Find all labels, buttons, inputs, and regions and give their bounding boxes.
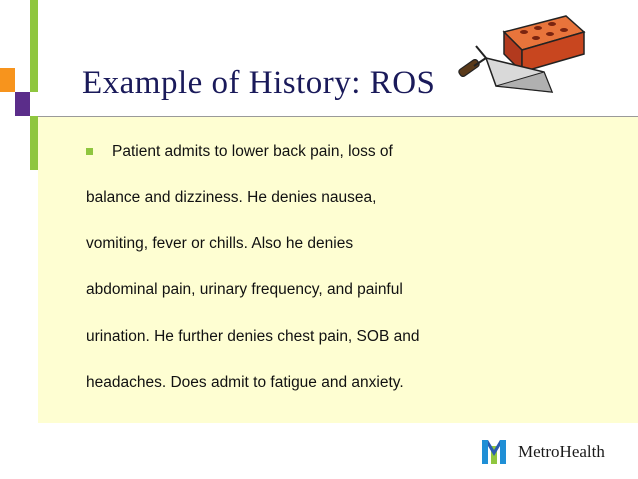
decorative-bar-green-lower <box>30 116 38 170</box>
body-text-line: vomiting, fever or chills. Also he denies <box>86 235 354 252</box>
body-text-line: balance and dizziness. He denies nausea, <box>86 189 377 206</box>
body-text-line: Patient admits to lower back pain, loss of <box>112 143 393 160</box>
square-bullet-icon <box>86 148 93 155</box>
body-text-line: abdominal pain, urinary frequency, and painful <box>86 281 403 298</box>
body-text-line: urination. He further denies chest pain, SOB and <box>86 328 420 345</box>
metrohealth-logo <box>480 438 620 466</box>
brick-and-trowel-icon <box>456 10 588 100</box>
logo-wordmark: MetroHealth <box>518 442 605 461</box>
body-text-line: headaches. Does admit to fatigue and anxiety. <box>86 374 404 391</box>
decorative-bar-orange <box>0 68 15 92</box>
slide-title: Example of History: ROS <box>82 65 436 101</box>
decorative-bar-green <box>30 0 38 92</box>
metrohealth-logo-icon <box>480 438 508 466</box>
decorative-bar-purple <box>15 92 30 116</box>
